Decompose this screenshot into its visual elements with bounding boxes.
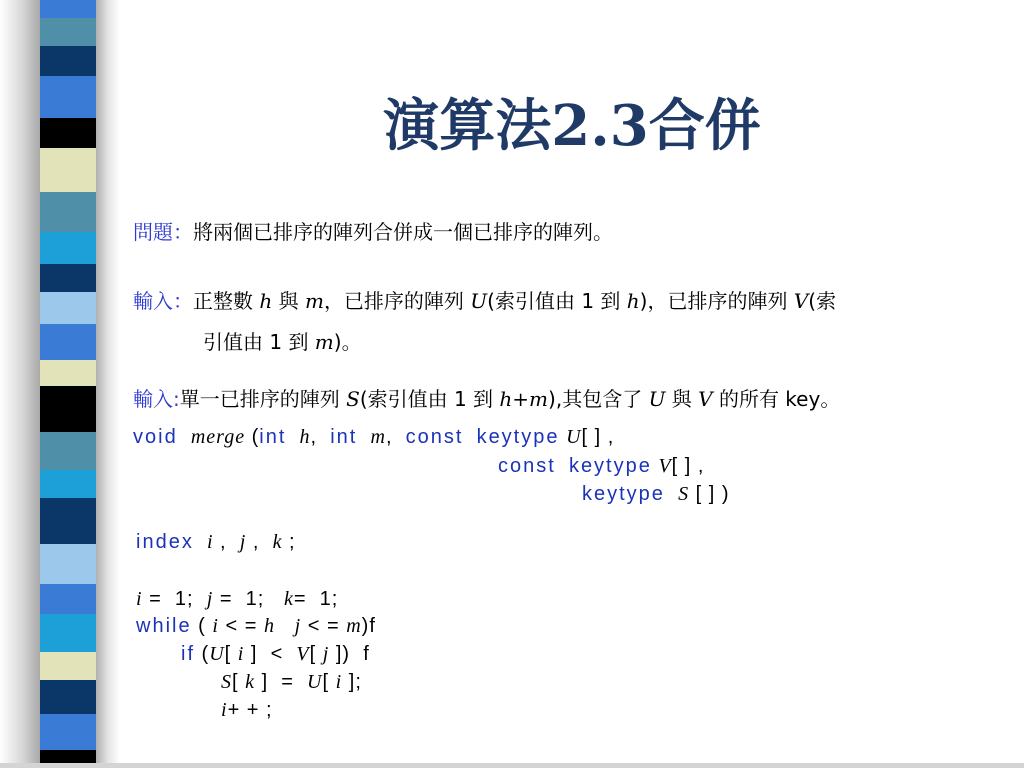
output-text: 與 bbox=[665, 387, 699, 411]
code-keyword: const bbox=[498, 455, 556, 477]
code-keyword: index bbox=[136, 531, 194, 553]
code-punct: [ bbox=[322, 671, 336, 693]
code-punct: ) f bbox=[342, 643, 370, 665]
code-keyword: while bbox=[136, 615, 192, 637]
code-var: V bbox=[658, 455, 672, 477]
code-var: i bbox=[221, 699, 228, 721]
output-var: S bbox=[346, 387, 360, 411]
code-keyword: keytype bbox=[568, 455, 652, 477]
input-line-1 bbox=[133, 285, 836, 314]
code-punct: ] bbox=[329, 643, 343, 665]
code-punct: [ ] , bbox=[581, 426, 615, 448]
code-assign-line bbox=[221, 671, 362, 694]
edge-shade bbox=[96, 0, 120, 768]
code-punct: < = bbox=[218, 615, 264, 637]
code-punct: [ ] ) bbox=[695, 483, 730, 505]
code-punct: ( bbox=[191, 615, 213, 637]
code-punct: ] bbox=[255, 671, 269, 693]
code-keyword: int bbox=[330, 426, 358, 448]
code-signature-line-3 bbox=[582, 483, 730, 506]
code-keyword: int bbox=[259, 426, 287, 448]
shadow-band bbox=[0, 0, 40, 768]
code-punct: )f bbox=[361, 615, 376, 637]
code-keyword: keytype bbox=[582, 483, 665, 505]
input-label: 輸入： bbox=[133, 289, 193, 313]
code-var: h bbox=[299, 426, 311, 448]
input-text: (索引值由 1 到 bbox=[487, 289, 627, 313]
code-punct: = 1; bbox=[142, 588, 207, 610]
code-punct: = bbox=[268, 671, 308, 693]
input-text: )，已排序的陣列 bbox=[639, 289, 794, 313]
code-var: j bbox=[294, 615, 302, 637]
code-signature-line-2 bbox=[498, 455, 704, 478]
code-var: k bbox=[272, 531, 283, 553]
code-var: h bbox=[263, 615, 275, 637]
bottom-divider bbox=[0, 763, 1024, 768]
code-keyword: const bbox=[405, 426, 464, 448]
input-var: V bbox=[793, 289, 809, 313]
input-var: m bbox=[314, 330, 334, 354]
output-var: U bbox=[648, 387, 666, 411]
code-punct: ( bbox=[245, 426, 260, 448]
input-line-2 bbox=[203, 326, 362, 355]
input-text: 正整數 bbox=[193, 289, 260, 313]
color-stripe-bar bbox=[40, 0, 96, 768]
output-text: 單一已排序的陣列 bbox=[179, 387, 347, 411]
code-var: i bbox=[206, 531, 214, 553]
code-punct: = 1; bbox=[293, 588, 339, 610]
code-punct: [ bbox=[309, 643, 323, 665]
problem-text: 將兩個已排序的陣列合併成一個已排序的陣列。 bbox=[193, 220, 613, 244]
code-signature-line-1 bbox=[133, 426, 614, 449]
code-punct: [ bbox=[232, 671, 246, 693]
code-punct: ( bbox=[195, 643, 210, 665]
code-var: j bbox=[239, 531, 247, 553]
input-var: h bbox=[626, 289, 640, 313]
decorative-stripe-column bbox=[0, 0, 120, 768]
input-text: (索 bbox=[808, 289, 837, 313]
code-punct: < = bbox=[301, 615, 347, 637]
code-punct: ] bbox=[342, 671, 356, 693]
input-text: 與 bbox=[272, 289, 305, 313]
code-punct: = 1; bbox=[213, 588, 284, 610]
code-increment-line bbox=[221, 699, 273, 722]
code-function-name: merge bbox=[190, 426, 246, 448]
slide-title: 演算法2.3合併 bbox=[383, 93, 761, 159]
code-var: m bbox=[370, 426, 386, 448]
code-var: S bbox=[221, 671, 232, 693]
code-var: m bbox=[346, 615, 362, 637]
input-text: )。 bbox=[333, 330, 362, 354]
code-keyword: void bbox=[133, 426, 178, 448]
code-punct: ; bbox=[282, 531, 296, 553]
code-punct: < bbox=[257, 643, 297, 665]
code-punct: ] bbox=[244, 643, 258, 665]
input-text: ，已排序的陣列 bbox=[323, 289, 471, 313]
code-var: j bbox=[322, 643, 330, 665]
code-while-line bbox=[136, 615, 376, 638]
code-var: i bbox=[212, 615, 219, 637]
code-if-line bbox=[181, 643, 370, 666]
code-var: U bbox=[209, 643, 225, 665]
code-var: i bbox=[237, 643, 245, 665]
output-var: V bbox=[698, 387, 713, 411]
output-label: 輸入: bbox=[133, 387, 180, 411]
code-var: U bbox=[307, 671, 323, 693]
input-var: U bbox=[470, 289, 488, 313]
code-keyword: keytype bbox=[476, 426, 560, 448]
code-var: j bbox=[206, 588, 214, 610]
input-text: 引值由 1 到 bbox=[203, 330, 315, 354]
code-punct: [ bbox=[224, 643, 238, 665]
code-var: k bbox=[245, 671, 256, 693]
output-text: ),其包含了 bbox=[548, 387, 649, 411]
code-punct: [ ] , bbox=[671, 455, 705, 477]
code-punct: ; bbox=[355, 671, 362, 693]
problem-label: 問題： bbox=[133, 220, 193, 244]
code-index-line bbox=[136, 531, 296, 554]
code-var: i bbox=[335, 671, 343, 693]
output-text: (索引值由 1 到 bbox=[359, 387, 500, 411]
code-punct: , bbox=[310, 426, 324, 448]
code-var: i bbox=[136, 588, 143, 610]
code-var: U bbox=[566, 426, 582, 448]
code-init-line bbox=[136, 588, 338, 611]
code-var: k bbox=[283, 588, 294, 610]
input-var: m bbox=[304, 289, 324, 313]
input-var: h bbox=[259, 289, 273, 313]
code-var: V bbox=[296, 643, 310, 665]
code-punct: , bbox=[246, 531, 260, 553]
code-var: S bbox=[678, 483, 690, 505]
output-text: 的所有 key。 bbox=[712, 387, 841, 411]
code-punct: , bbox=[385, 426, 400, 448]
output-line bbox=[133, 383, 840, 412]
code-keyword: if bbox=[181, 643, 195, 665]
code-punct: + + ; bbox=[227, 699, 273, 721]
code-punct: , bbox=[213, 531, 227, 553]
output-var: h+m bbox=[499, 387, 549, 411]
problem-line bbox=[133, 216, 613, 245]
